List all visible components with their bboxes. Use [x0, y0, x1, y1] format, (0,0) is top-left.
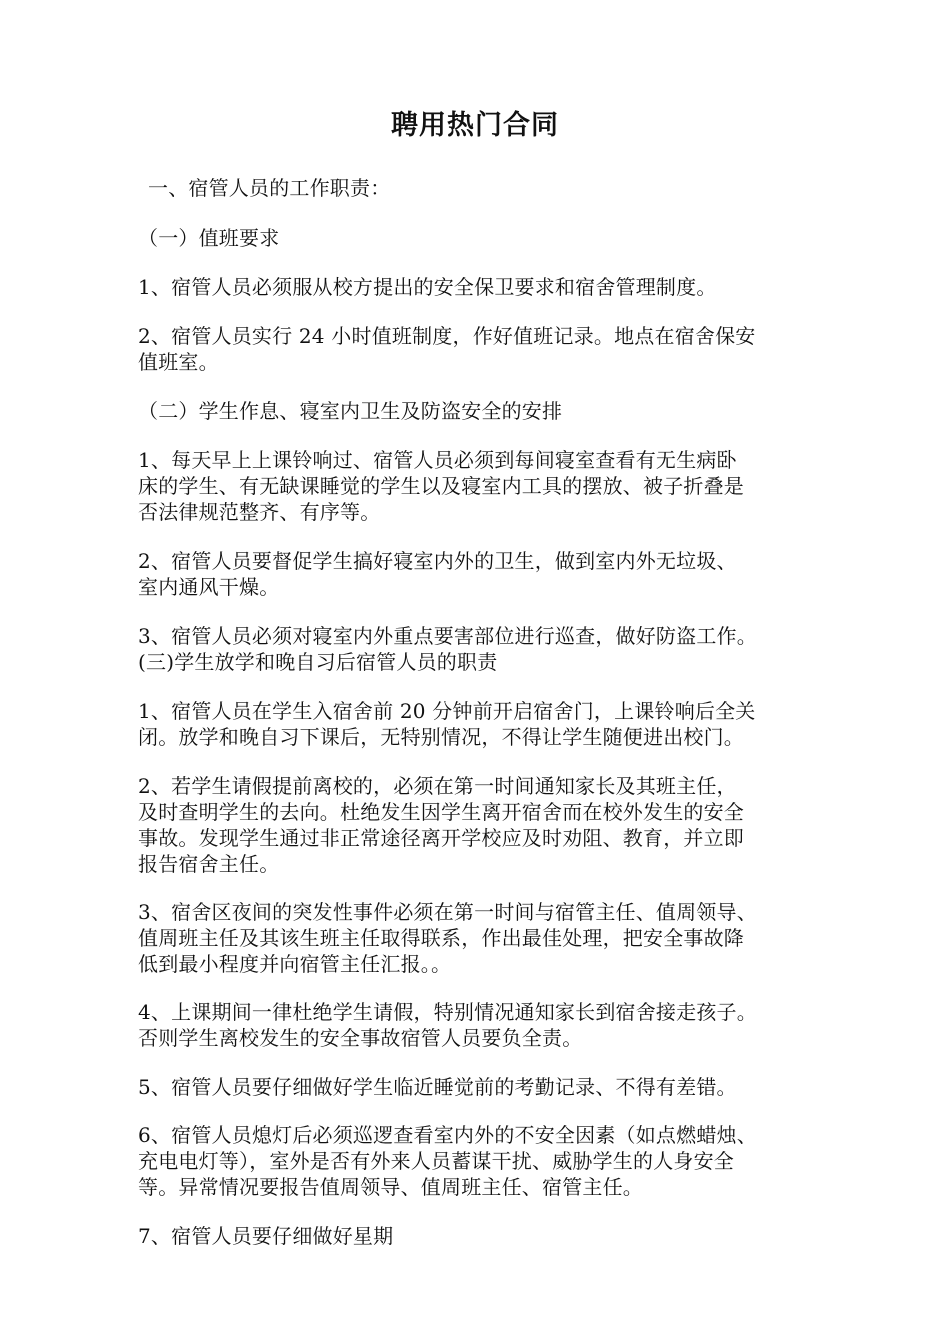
paragraph-line: 1、宿管人员在学生入宿舍前 20 分钟前开启宿舍门，上课铃响后全关: [138, 699, 756, 723]
paragraph-line: 1、每天早上上课铃响过、宿管人员必须到每间寝室查看有无生病卧: [138, 448, 737, 472]
paragraph-line: 3、宿管人员必须对寝室内外重点要害部位进行巡查，做好防盗工作。: [138, 624, 757, 648]
paragraph-line: 2、若学生请假提前离校的，必须在第一时间通知家长及其班主任，: [138, 774, 737, 798]
paragraph-line: 事故。发现学生通过非正常途径离开学校应及时劝阻、教育，并立即: [138, 826, 744, 850]
paragraph-line: 床的学生、有无缺课睡觉的学生以及寝室内工具的摆放、被子折叠是: [138, 474, 744, 498]
paragraph-line: 报告宿舍主任。: [138, 852, 280, 876]
paragraph-line: 及时查明学生的去向。杜绝发生因学生离开宿舍而在校外发生的安全: [138, 800, 744, 824]
paragraph-line: 7、宿管人员要仔细做好星期: [138, 1224, 394, 1248]
paragraph-line: 室内通风干燥。: [138, 575, 280, 599]
paragraph-line: 1、宿管人员必须服从校方提出的安全保卫要求和宿舍管理制度。: [138, 275, 717, 299]
paragraph-line: 5、宿管人员要仔细做好学生临近睡觉前的考勤记录、不得有差错。: [138, 1075, 737, 1099]
paragraph-line: 等。异常情况要报告值周领导、值周班主任、宿管主任。: [138, 1175, 643, 1199]
document-title: 聘用热门合同: [391, 110, 559, 141]
subsection-heading-duty-requirements: （一）值班要求: [138, 226, 280, 250]
paragraph-line: 值班室。: [138, 350, 219, 374]
paragraph-line: 低到最小程度并向宿管主任汇报。。: [138, 952, 452, 976]
paragraph-line: 否法律规范整齐、有序等。: [138, 500, 381, 524]
section-heading-duties: 一、宿管人员的工作职责：: [148, 176, 391, 200]
paragraph-line: 闭。放学和晚自习下课后，无特别情况，不得让学生随便进出校门。: [138, 725, 744, 749]
paragraph-line: 3、宿舍区夜间的突发性事件必须在第一时间与宿管主任、值周领导、: [138, 900, 757, 924]
paragraph-line: 2、宿管人员要督促学生搞好寝室内外的卫生，做到室内外无垃圾、: [138, 549, 737, 573]
paragraph-line: 充电电灯等），室外是否有外来人员蓄谋干扰、威胁学生的人身安全: [138, 1149, 734, 1173]
subsection-heading-after-school: (三)学生放学和晚自习后宿管人员的职责: [138, 650, 498, 674]
paragraph-line: 否则学生离校发生的安全事故宿管人员要负全责。: [138, 1026, 583, 1050]
paragraph-line: 4、上课期间一律杜绝学生请假，特别情况通知家长到宿舍接走孩子。: [138, 1000, 757, 1024]
subsection-heading-schedule-hygiene: （二）学生作息、寝室内卫生及防盗安全的安排: [138, 399, 563, 423]
paragraph-line: 值周班主任及其该生班主任取得联系，作出最佳处理，把安全事故降: [138, 926, 744, 950]
paragraph-line: 2、宿管人员实行 24 小时值班制度，作好值班记录。地点在宿舍保安: [138, 324, 756, 348]
paragraph-line: 6、宿管人员熄灯后必须巡逻查看室内外的不安全因素（如点燃蜡烛、: [138, 1123, 757, 1147]
